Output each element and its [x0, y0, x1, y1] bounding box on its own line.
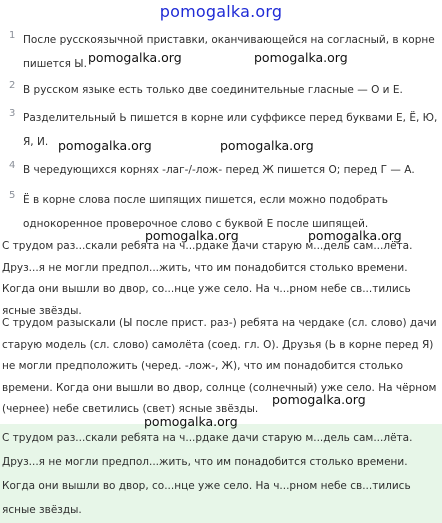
watermark: pomogalka.org: [272, 392, 366, 407]
rule-number: 2: [9, 80, 16, 91]
watermark: pomogalka.org: [254, 50, 348, 65]
rule-number: 4: [9, 160, 16, 171]
rule-text: После русскоязычной приставки, оканчивающейся на согласный, в корне пишется Ы.: [23, 34, 435, 70]
watermark: pomogalka.org: [220, 138, 314, 153]
task-text: С трудом раз...скали ребята на ч...рдаке дачи старую м...дель сам...лёта. Друз...я не могли предпол...жить, что им понадобится столько времени. Когда они вышли во двор, со...нце уже село. На ч...рном небе св...тились ясные звёзды.: [2, 240, 413, 317]
rule-number: 1: [9, 30, 16, 41]
watermark: pomogalka.org: [144, 414, 238, 429]
watermark: pomogalka.org: [308, 228, 402, 243]
rule-number: 3: [9, 108, 16, 119]
answer-text: С трудом раз...скали ребята на ч...рдаке дачи старую м...дель сам...лёта. Друз...я не могли предпол...жить, что им понадобится столько времени. Когда они вышли во двор, со...нце уже село. На ч...рном небе св...тились ясные звёзды.: [2, 432, 413, 516]
answer-box: [0, 424, 442, 523]
rule-text: Ё в корне слова после шипящих пишется, если можно подобрать однокоренное проверочное слово с буквой Е после шипящей.: [23, 194, 388, 230]
rule-number: 5: [9, 190, 16, 201]
watermark: pomogalka.org: [145, 228, 239, 243]
explanation-text: С трудом разыскали (Ы после прист. раз-) ребята на чердаке (сл. слово) дачи старую модель (сл. слово) самолёта (соед. гл. О). Друзья (Ь в корне перед Я) не могли предположить (черед. -лож-, Ж), что им понадобится столько времени. Когда они вышли во двор, солнце (солнечный) уже село. На чёрном (чернее) небе светились (свет) ясные звёзды.: [2, 317, 437, 415]
rule-text: В чередующихся корнях -лаг-/-лож- перед Ж пишется О; перед Г — А.: [23, 164, 415, 176]
rule-text: В русском языке есть только две соединительные гласные — О и Е.: [23, 84, 403, 96]
rule-text: Разделительный Ь пишется в корне или суффиксе перед буквами Е, Ё, Ю, Я, И.: [23, 112, 438, 148]
watermark: pomogalka.org: [58, 138, 152, 153]
watermark: pomogalka.org: [88, 50, 182, 65]
header-logo[interactable]: pomogalka.org: [159, 2, 283, 21]
